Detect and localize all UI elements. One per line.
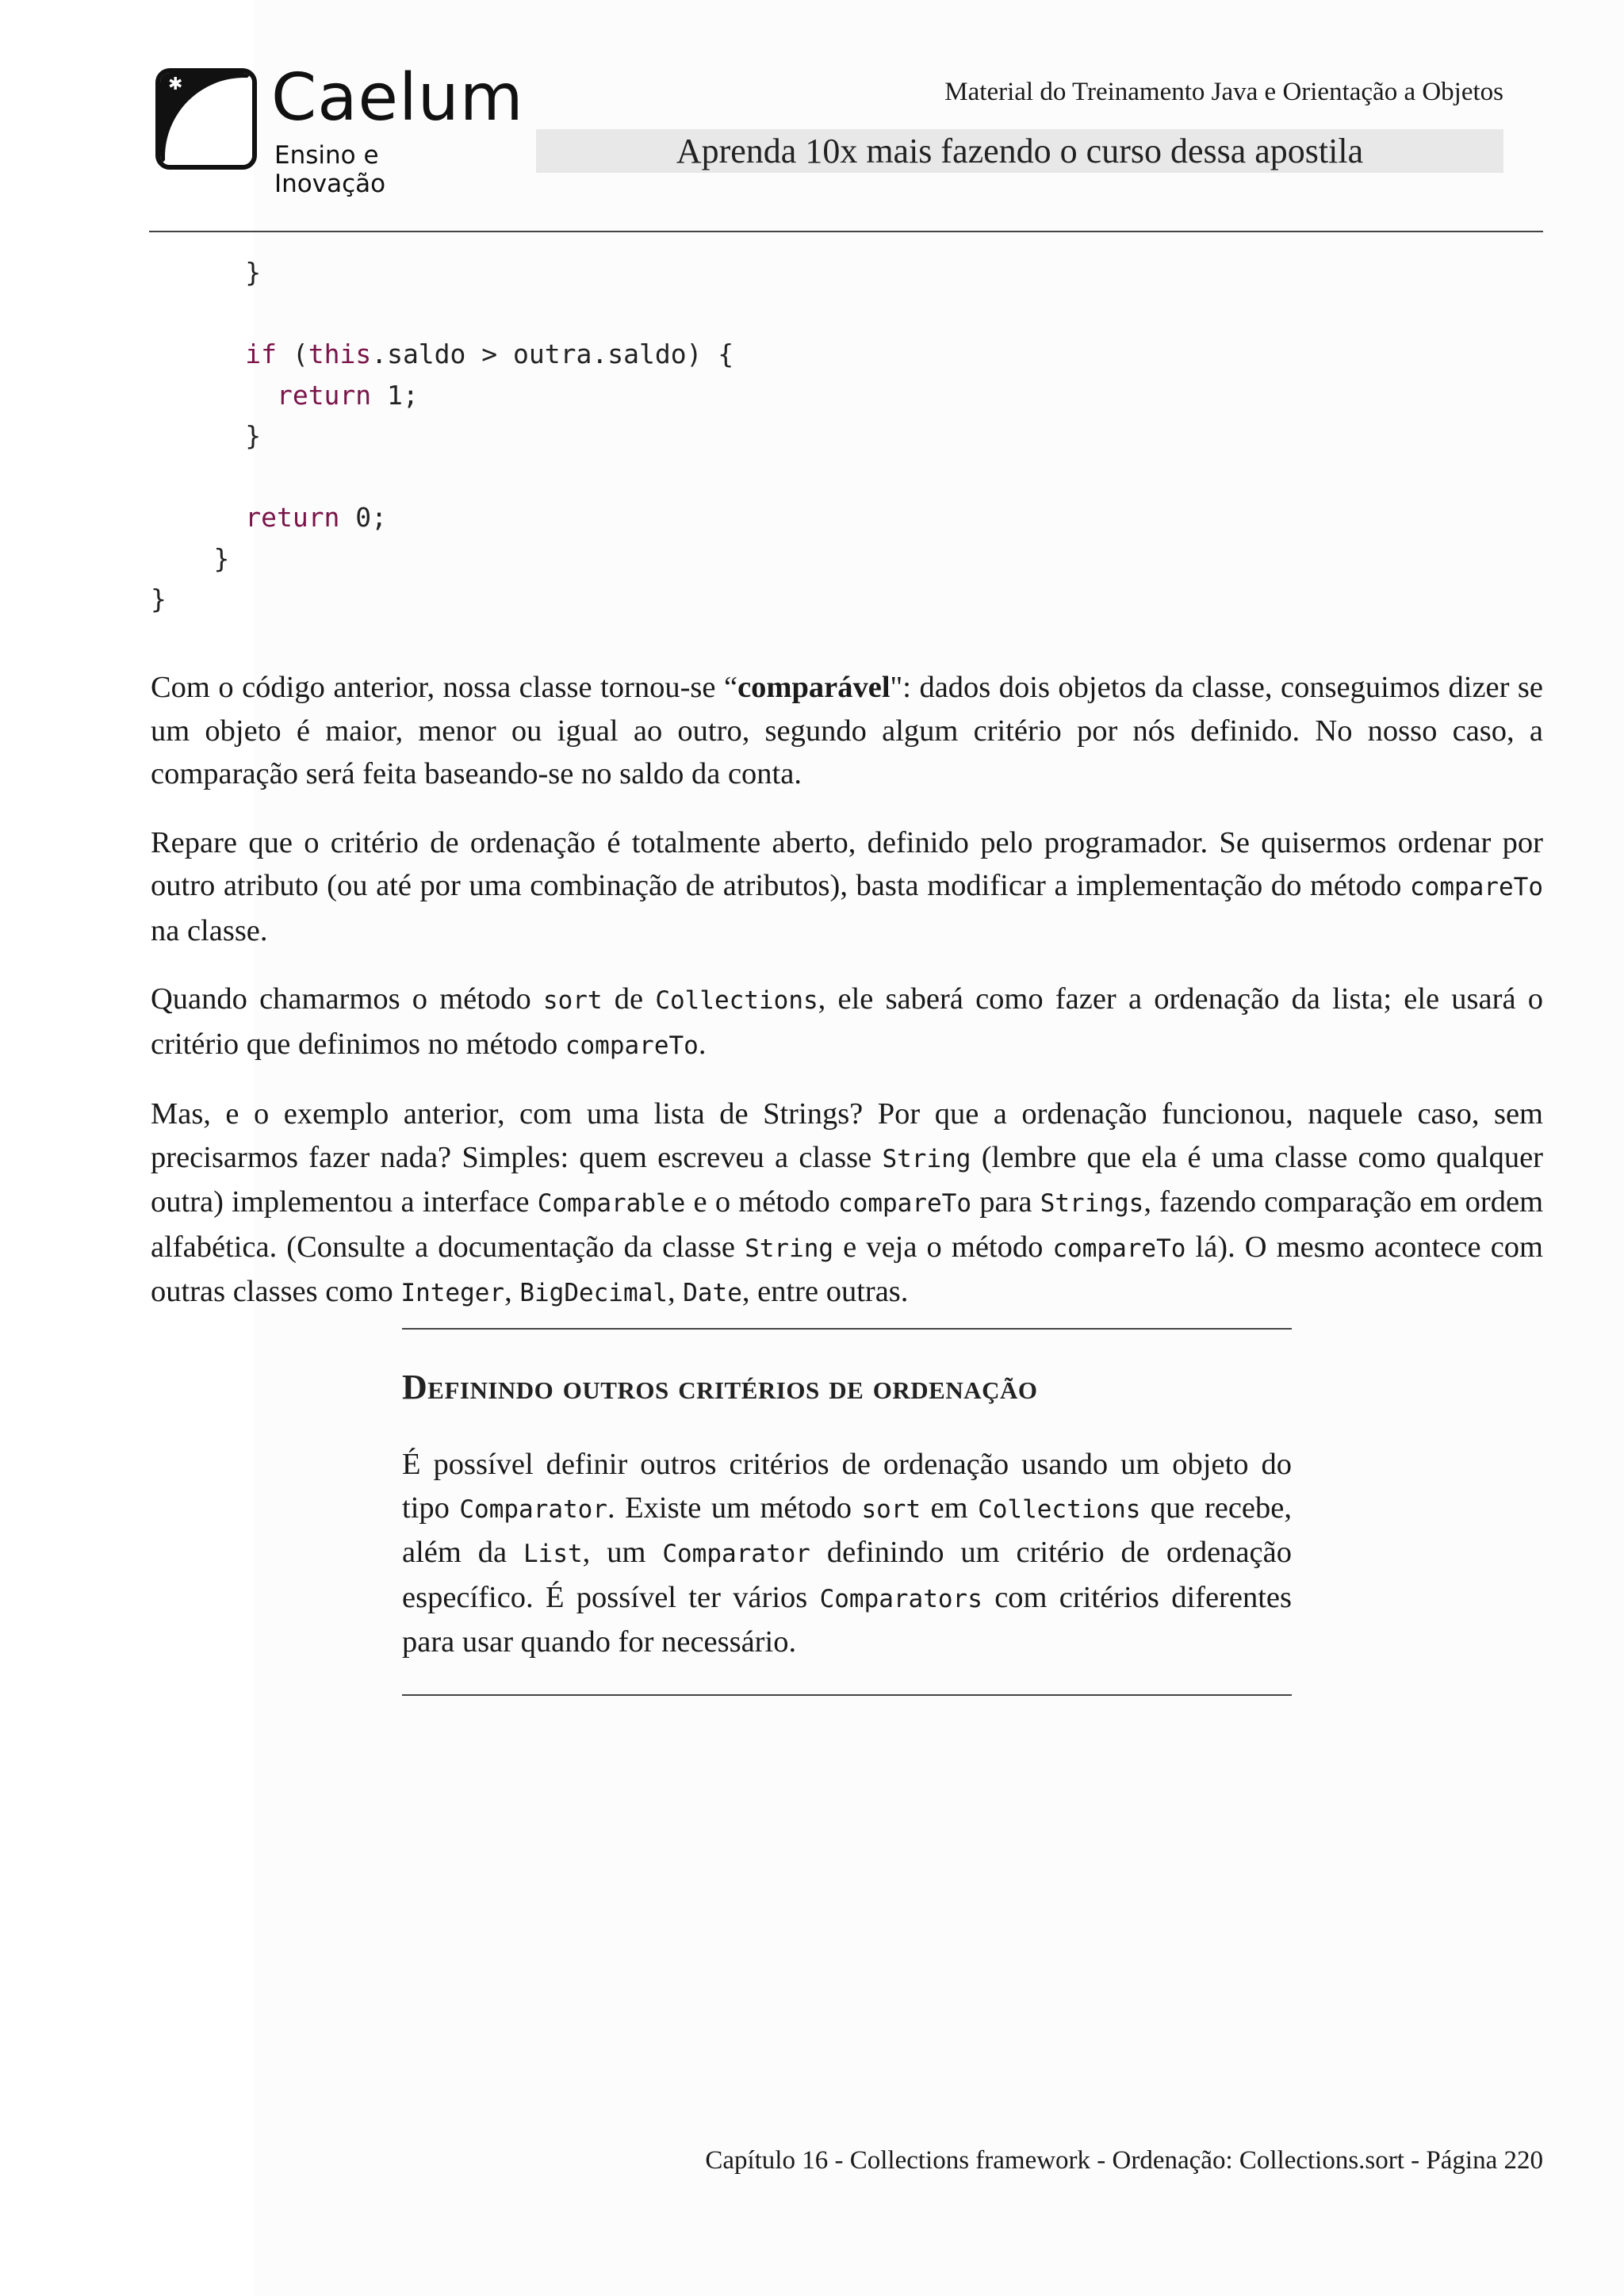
- code-line: [151, 334, 733, 375]
- inline-code: String: [882, 1144, 971, 1173]
- inline-code: BigDecimal: [519, 1279, 668, 1307]
- code-text: 1;: [371, 379, 419, 411]
- text-run: em: [921, 1490, 979, 1525]
- inline-code: Collections: [655, 986, 818, 1015]
- code-text: [151, 380, 277, 411]
- box-title: Definindo outros critérios de ordenação: [402, 1368, 1038, 1406]
- code-text: }: [151, 542, 230, 574]
- code-line: [151, 538, 733, 580]
- code-line: [151, 415, 733, 457]
- code-line: [151, 497, 733, 538]
- header-banner-text: Aprenda 10x mais fazendo o curso dessa apostila: [676, 132, 1364, 170]
- inline-code: Comparable: [537, 1189, 686, 1218]
- inline-code: Comparator: [662, 1540, 810, 1568]
- code-line: [151, 375, 733, 416]
- header-course-title: Material do Treinamento Java e Orientação a Objetos: [944, 78, 1503, 106]
- inline-code: Collections: [978, 1494, 1141, 1524]
- code-line: [151, 457, 733, 498]
- inline-code: String: [745, 1234, 834, 1263]
- paragraph: [151, 1093, 1543, 1315]
- inline-code: Integer: [400, 1279, 505, 1307]
- inline-code: Comparators: [819, 1584, 982, 1613]
- logo-name: Caelum: [271, 60, 524, 136]
- text-run: para: [971, 1185, 1040, 1219]
- inline-code: sort: [542, 986, 603, 1015]
- logo-mark-icon: ✱: [155, 68, 257, 170]
- text-run: Com o código anterior, nossa classe tornou-se “: [151, 671, 738, 704]
- text-run: ": dados dois objetos da classe, conseguimos dizer se um objeto é maior, menor ou igual ao outro, segundo algum critério por nós definido. No nosso caso, a comparação será feita baseando-se no saldo da conta.: [151, 671, 1543, 790]
- text-run: Mas, e o exemplo anterior, com uma lista de Strings? Por que a ordenação funcionou, naquele caso, sem precisarmos fazer nada? Simples: quem escreveu a classe: [151, 1097, 1543, 1174]
- header-divider: [149, 231, 1543, 232]
- text-run: , entre outras.: [741, 1275, 909, 1308]
- inline-code: compareTo: [1052, 1234, 1186, 1263]
- paragraph: [151, 978, 1543, 1067]
- code-keyword: return: [245, 502, 340, 533]
- inline-code: compareTo: [1410, 873, 1543, 901]
- text-run: Quando chamarmos o método: [151, 982, 543, 1016]
- text-run: lá). O mesmo acontece com outras classes como: [151, 1230, 1543, 1308]
- code-text: [151, 339, 245, 369]
- text-run: e o método: [685, 1185, 839, 1219]
- text-run: . Existe um método: [607, 1490, 862, 1525]
- bold-term: comparável: [737, 671, 891, 704]
- inline-code: Strings: [1040, 1189, 1144, 1218]
- text-run: (lembre que ela é uma classe como qualquer outra) implementou a interface: [151, 1140, 1543, 1219]
- code-block: [151, 252, 733, 620]
- main-text: [151, 666, 1543, 1341]
- text-run: .: [698, 1027, 707, 1061]
- code-text: (: [276, 339, 308, 369]
- page-footer: Capítulo 16 - Collections framework - Ordenação: Collections.sort - Página 220: [705, 2146, 1543, 2175]
- text-run: É possível definir outros critérios de ordenação usando um objeto do tipo: [402, 1448, 1292, 1525]
- paragraph: [151, 666, 1543, 796]
- inline-code: Comparator: [459, 1494, 608, 1524]
- text-run: , um: [582, 1536, 663, 1569]
- code-keyword: return: [276, 379, 372, 411]
- code-line: [151, 252, 733, 293]
- inline-code: compareTo: [565, 1031, 699, 1060]
- code-text: }: [151, 420, 262, 451]
- code-keyword: this: [308, 339, 372, 369]
- inline-code: Date: [683, 1279, 742, 1307]
- code-text: .saldo > outra.saldo) {: [371, 339, 734, 369]
- code-text: 0;: [339, 502, 388, 533]
- box-top-rule: [402, 1328, 1292, 1330]
- box-body: [402, 1443, 1292, 1664]
- code-text: }: [151, 257, 262, 288]
- caelum-logo: [155, 60, 524, 198]
- text-run: de: [602, 982, 656, 1016]
- text-run: que recebe, além da: [402, 1490, 1292, 1569]
- text-run: Repare que o critério de ordenação é totalmente aberto, definido pelo programador. Se quisermos ordenar por outro atributo (ou até por uma combinação de atributos), basta modificar a implementação do método: [151, 825, 1543, 902]
- inline-code: List: [523, 1540, 583, 1568]
- text-run: , ele saberá como fazer a ordenação da lista; ele usará o critério que definimos no método: [151, 982, 1543, 1061]
- inline-code: compareTo: [838, 1189, 971, 1218]
- code-text: }: [151, 584, 167, 614]
- code-keyword: if: [245, 339, 277, 369]
- box-bottom-rule: [402, 1694, 1292, 1696]
- text-run: e veja o método: [833, 1230, 1053, 1264]
- text-run: definindo um critério de ordenação específico. É possível ter vários: [402, 1536, 1292, 1614]
- code-text: [151, 502, 245, 533]
- code-line: [151, 579, 733, 620]
- logo-tagline: Ensino e Inovação: [274, 141, 386, 198]
- text-run: na classe.: [151, 913, 268, 947]
- header-banner: [536, 129, 1503, 173]
- paragraph: [151, 821, 1543, 953]
- text-run: ,: [504, 1275, 520, 1308]
- text-run: com critérios diferentes para usar quando for necessário.: [402, 1580, 1292, 1659]
- text-run: ,: [667, 1275, 684, 1308]
- code-line: [151, 293, 733, 335]
- text-run: , fazendo comparação em ordem alfabética. (Consulte a documentação da classe: [151, 1185, 1544, 1264]
- inline-code: sort: [861, 1494, 921, 1524]
